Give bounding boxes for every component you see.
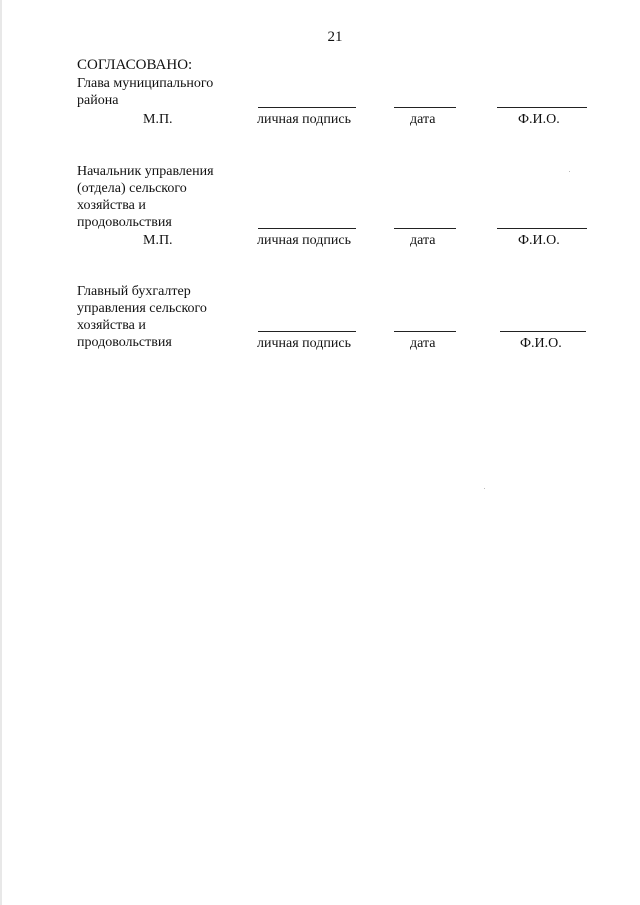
role-title: Начальник управления (отдела) сельского хозяйства и продовольствия <box>77 164 214 230</box>
scan-edge <box>0 0 2 905</box>
date-line <box>394 331 456 332</box>
date-line <box>394 107 456 108</box>
signature-caption: личная подпись <box>257 336 351 351</box>
approved-heading: СОГЛАСОВАНО: <box>77 57 193 73</box>
scan-speck <box>569 171 570 172</box>
date-caption: дата <box>410 112 436 127</box>
page-number: 21 <box>327 29 343 45</box>
signature-line <box>258 228 356 229</box>
signature-caption: личная подпись <box>257 112 351 127</box>
seal-caption: М.П. <box>143 233 173 248</box>
scan-speck <box>484 488 485 489</box>
role-title: Глава муниципального района <box>77 76 214 108</box>
name-line <box>500 331 586 332</box>
date-caption: дата <box>410 233 436 248</box>
seal-caption: М.П. <box>143 112 173 127</box>
signature-caption: личная подпись <box>257 233 351 248</box>
name-line <box>497 107 587 108</box>
date-caption: дата <box>410 336 436 351</box>
name-caption: Ф.И.О. <box>518 233 560 248</box>
name-caption: Ф.И.О. <box>520 336 562 351</box>
date-line <box>394 228 456 229</box>
signature-line <box>258 331 356 332</box>
signature-line <box>258 107 356 108</box>
role-title: Главный бухгалтер управления сельского хозяйства и продовольствия <box>77 284 207 350</box>
name-caption: Ф.И.О. <box>518 112 560 127</box>
name-line <box>497 228 587 229</box>
